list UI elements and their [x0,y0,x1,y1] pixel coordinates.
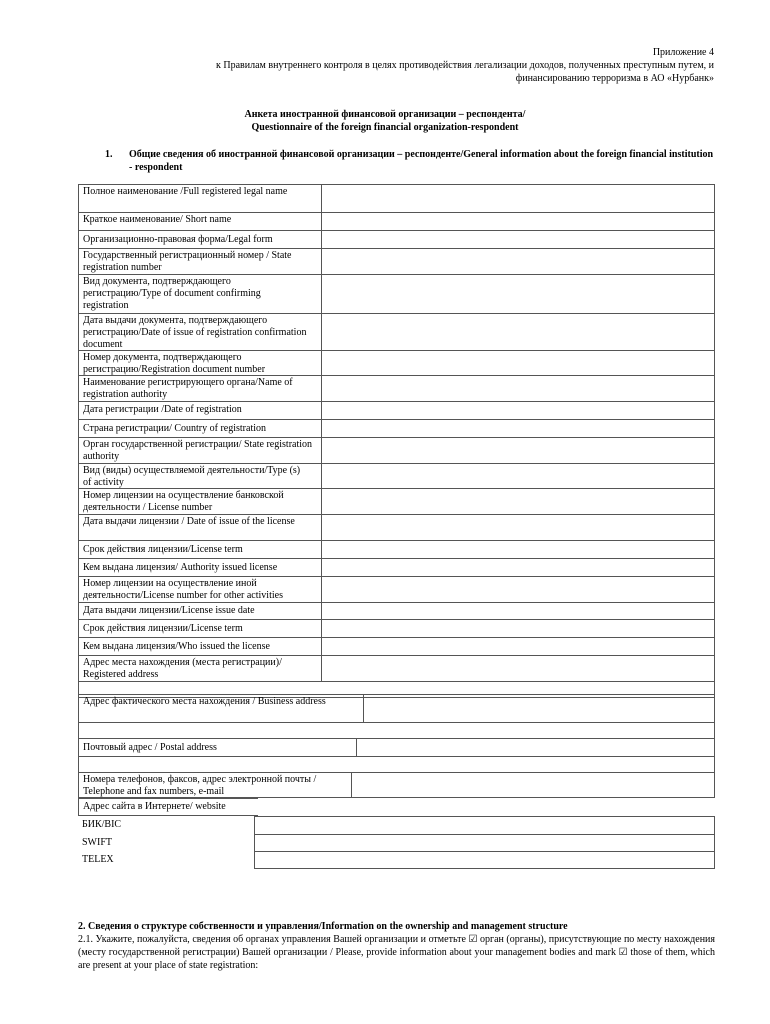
table-row [78,463,715,488]
bic-field[interactable] [254,816,715,834]
swift-label: SWIFT [82,837,112,848]
row-label: Номер лицензии на осуществление банковской деятельности / License number [83,490,284,513]
row-label: Наименование регистрирующего органа/Name of registration authority [83,377,293,400]
table-row [78,184,715,212]
row-value-field[interactable] [321,351,714,375]
table-row [78,230,715,248]
row-label: Государственный регистрационный номер / State registration number [83,250,292,273]
row-value-field[interactable] [321,275,714,313]
table-row [78,401,715,419]
row-value-field[interactable] [321,515,714,540]
table-row [78,558,715,576]
row-label: Срок действия лицензии/License term [83,544,243,555]
appendix-line-2: к Правилам внутреннего контроля в целях противодействия легализации доходов, полученных преступным путем, и [216,60,714,71]
business-address-label: Адрес фактического места нахождения / Business address [83,696,326,707]
row-value-field[interactable] [321,541,714,558]
table-row [78,602,715,619]
table-row [78,248,715,274]
row-label: Дата выдачи лицензии / Date of issue of the license [83,516,295,527]
section-2 [78,920,715,972]
row-value-field[interactable] [321,249,714,274]
telex-label: TELEX [82,854,114,865]
row-value-field[interactable] [321,213,714,230]
general-info-table [78,184,715,698]
row-value-field[interactable] [321,656,714,681]
row-value-field[interactable] [321,559,714,576]
row-value-field[interactable] [321,402,714,419]
row-value-field[interactable] [321,376,714,401]
table-row [78,274,715,313]
table-row [78,313,715,350]
row-label: Страна регистрации/ Country of registration [83,423,267,434]
website-row [78,798,258,816]
table-row-blank[interactable] [78,722,715,739]
address-table [78,694,715,739]
title-ru: Анкета иностранной финансовой организации – респондента/ [244,109,526,120]
table-row [78,655,715,681]
section-2-paragraph: 2.1. Укажите, пожалуйста, сведения об органах управления Вашей организации и отметьте ☑ орган (органы), присутствующие по месту нахождения (месту государственной регистрации) Вашей организации / Please, provide information about your management bodies and mark ☑ those of them, which are present at your place of state registration: [78,934,715,971]
row-label: Орган государственной регистрации/ State registration authority [83,439,313,462]
row-label: Краткое наименование/ Short name [83,214,232,225]
row-label: Дата выдачи документа, подтверждающего регистрацию/Date of issue of registration confirmation document [83,315,307,350]
row-value-field[interactable] [321,603,714,619]
row-value-field[interactable] [321,620,714,637]
swift-row [78,834,715,851]
table-row [78,419,715,437]
row-label: Кем выдана лицензия/ Authority issued license [83,562,278,573]
table-row [78,212,715,230]
row-label: Полное наименование /Full registered legal name [83,186,288,197]
website-label: Адрес сайта в Интернете/ website [83,801,226,812]
table-row [78,619,715,637]
swift-field[interactable] [254,834,715,851]
phones-row [78,772,715,798]
section-2-heading: 2. Сведения о структуре собственности и управления/Information on the ownership and management structure [78,921,568,932]
postal-address-field[interactable] [356,739,714,756]
row-value-field[interactable] [321,420,714,437]
row-value-field[interactable] [321,314,714,350]
document-title [0,108,770,134]
telex-row [78,851,715,869]
row-label: Дата регистрации /Date of registration [83,404,242,415]
row-value-field[interactable] [321,464,714,488]
postal-address-label: Почтовый адрес / Postal address [83,742,217,753]
bic-row [78,816,715,834]
business-address-row [78,694,715,722]
contacts-table [78,772,715,798]
section-1-number: 1. [105,149,113,160]
table-row [78,350,715,375]
table-row [78,375,715,401]
appendix-line-1: Приложение 4 [652,47,714,58]
table-row-blank[interactable] [78,756,715,773]
appendix-header [114,46,714,85]
codes-table [78,816,715,869]
section-1-text: Общие сведения об иностранной финансовой организации – респонденте/General information about the foreign financial institution - respondent [129,149,714,173]
postal-table [78,738,715,773]
row-label: Дата выдачи лицензии/License issue date [83,605,255,616]
table-row [78,576,715,602]
table-row [78,637,715,655]
phones-label: Номера телефонов, факсов, адрес электронной почты / Telephone and fax numbers, e-mail [83,774,317,797]
phones-field[interactable] [351,773,714,797]
row-label: Организационно-правовая форма/Legal form [83,234,273,245]
table-row [78,540,715,558]
title-en: Questionnaire of the foreign financial organization-respondent [251,122,519,133]
postal-address-row [78,738,715,756]
row-label: Номер лицензии на осуществление иной деятельности/License number for other activities [83,578,283,601]
row-label: Адрес места нахождения (места регистрации)/ Registered address [83,657,282,680]
row-value-field[interactable] [321,638,714,655]
bic-label: БИК/BIC [82,819,122,830]
appendix-line-3: финансированию терроризма в АО «Нурбанк» [515,73,714,84]
table-row [78,488,715,514]
table-row [78,437,715,463]
row-label: Кем выдана лицензия/Who issued the license [83,641,270,652]
row-value-field[interactable] [321,185,714,212]
row-value-field[interactable] [321,231,714,248]
row-label: Вид (виды) осуществляемой деятельности/Type (s) of activity [83,465,301,488]
row-label: Номер документа, подтверждающего регистрацию/Registration document number [83,352,266,375]
row-value-field[interactable] [321,438,714,463]
business-address-field[interactable] [363,695,714,722]
row-value-field[interactable] [321,577,714,602]
website-table [78,798,715,816]
row-label: Вид документа, подтверждающего регистрацию/Type of document confirming registration [83,276,261,311]
table-row [78,514,715,540]
row-value-field[interactable] [321,489,714,514]
telex-field[interactable] [254,851,715,869]
row-label: Срок действия лицензии/License term [83,623,243,634]
section-1-heading [105,148,715,174]
